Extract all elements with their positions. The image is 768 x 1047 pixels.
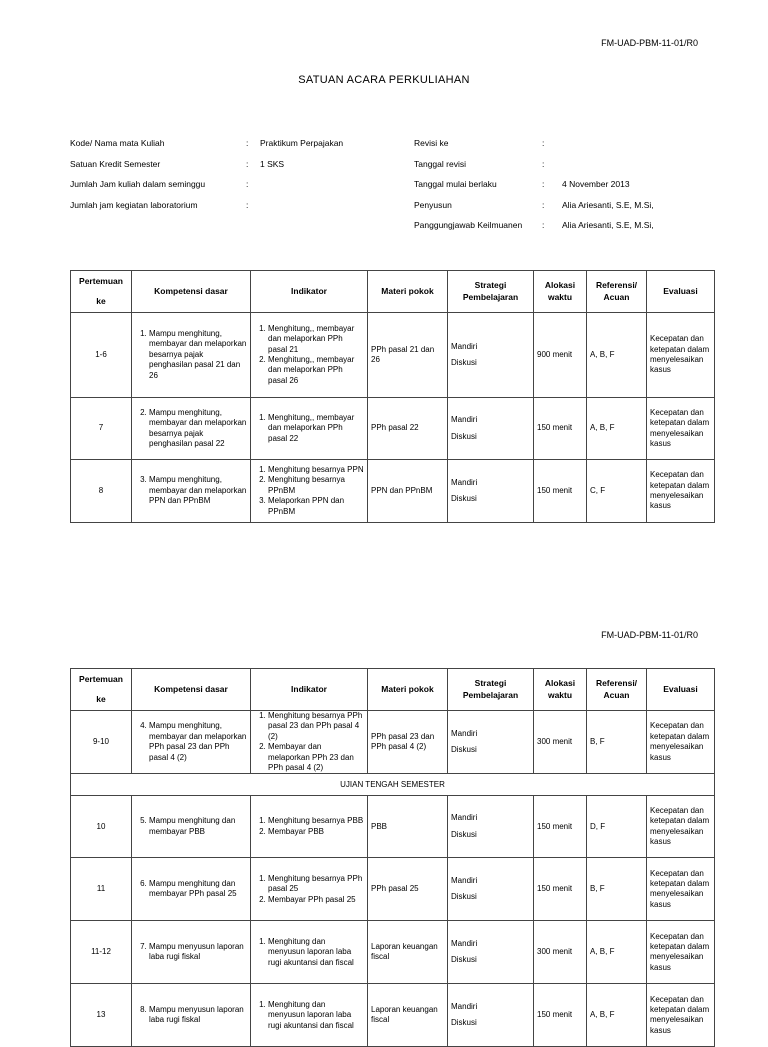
- competency-item: 7. Mampu menyusun laporan laba rugi fiskal: [149, 942, 247, 963]
- strategy-item: Diskusi: [451, 955, 477, 965]
- evaluation-cell: Kecepatan dan ketepatan dalam menyelesaikan kasus: [647, 921, 715, 984]
- indicator-cell: [251, 921, 368, 984]
- evaluation-cell: Kecepatan dan ketepatan dalam menyelesaikan kasus: [647, 313, 715, 398]
- meta-row-right: [70, 159, 710, 173]
- indicator-item: 2. Membayar PPh pasal 25: [268, 895, 364, 905]
- competency-item: 1. Mampu menghitung, membayar dan melaporkan besarnya pajak penghasilan pasal 21 dan 26: [149, 329, 247, 381]
- evaluation-cell: Kecepatan dan ketepatan dalam menyelesaikan kasus: [647, 858, 715, 921]
- meta-colon: :: [542, 158, 545, 169]
- competency-list: [135, 942, 247, 963]
- table-row: [71, 398, 715, 460]
- time-allocation-cell: 150 menit: [534, 984, 587, 1047]
- evaluation-cell: Kecepatan dan ketepatan dalam menyelesaikan kasus: [647, 984, 715, 1047]
- reference-cell: A, B, F: [587, 398, 647, 460]
- col-header-kompetensi: Kompetensi dasar: [132, 271, 251, 313]
- indicator-item: 1. Menghitung,, membayar dan melaporkan PPh pasal 21: [268, 324, 364, 355]
- midterm-row: [71, 774, 715, 796]
- meeting-number: 10: [71, 796, 132, 858]
- strategy-cell: [448, 984, 534, 1047]
- strategy-item: Mandiri: [451, 875, 478, 885]
- meta-row-right: [70, 200, 710, 214]
- indicator-list: [254, 816, 364, 837]
- time-allocation-cell: 150 menit: [534, 460, 587, 523]
- meeting-number: 9-10: [71, 711, 132, 774]
- meta-colon: :: [246, 199, 249, 210]
- meeting-number: 11-12: [71, 921, 132, 984]
- form-code: FM-UAD-PBM-11-01/R0: [601, 38, 698, 48]
- evaluation-cell: Kecepatan dan ketepatan dalam menyelesaikan kasus: [647, 460, 715, 523]
- competency-item: 3. Mampu menghitung, membayar dan melaporkan PPN dan PPnBM: [149, 475, 247, 506]
- indicator-item: 2. Membayar dan melaporkan PPh 23 dan PPh pasal 4 (2): [268, 742, 364, 773]
- form-code-page2: FM-UAD-PBM-11-01/R0: [601, 630, 698, 640]
- meta-value: Praktikum Perpajakan: [260, 138, 344, 148]
- table-row: [71, 313, 715, 398]
- indicator-list: [254, 937, 364, 968]
- meeting-number: 13: [71, 984, 132, 1047]
- indicator-item: 1. Menghitung besarnya PBB: [268, 816, 364, 826]
- col-header-materi: Materi pokok: [368, 669, 448, 711]
- indicator-list: [254, 711, 364, 773]
- evaluation-cell: Kecepatan dan ketepatan dalam menyelesaikan kasus: [647, 796, 715, 858]
- meta-colon: :: [542, 220, 545, 230]
- meta-row-right: [70, 138, 710, 152]
- strategy-item: Mandiri: [451, 477, 478, 487]
- col-header-pertemuan-label: Pertemuan: [79, 276, 123, 287]
- meta-label: Kode/ Nama mata Kuliah: [70, 138, 165, 148]
- time-allocation-cell: 150 menit: [534, 858, 587, 921]
- meeting-number: 1-6: [71, 313, 132, 398]
- competency-cell: [132, 398, 251, 460]
- competency-list: [135, 475, 247, 506]
- meeting-number: 11: [71, 858, 132, 921]
- midterm-exam-label: UJIAN TENGAH SEMESTER: [71, 774, 715, 796]
- competency-list: [135, 879, 247, 900]
- competency-item: 2. Mampu menghitung, membayar dan melaporkan besarnya pajak penghasilan pasal 22: [149, 408, 247, 450]
- col-header-ke-label: ke: [96, 693, 106, 704]
- indicator-cell: [251, 313, 368, 398]
- indicator-cell: [251, 796, 368, 858]
- strategy-item: Mandiri: [451, 415, 478, 425]
- strategy-cell: [448, 313, 534, 398]
- indicator-cell: [251, 858, 368, 921]
- competency-cell: [132, 711, 251, 774]
- col-header-alokasi: Alokasi waktu: [534, 669, 587, 711]
- reference-cell: A, B, F: [587, 984, 647, 1047]
- time-allocation-cell: 150 menit: [534, 796, 587, 858]
- strategy-item: Mandiri: [451, 813, 478, 823]
- time-allocation-cell: 150 menit: [534, 398, 587, 460]
- indicator-list: [254, 324, 364, 386]
- table-row: [71, 984, 715, 1047]
- competency-list: [135, 408, 247, 450]
- indicator-item: 1. Menghitung dan menyusun laporan laba rugi akuntansi dan fiscal: [268, 937, 364, 968]
- col-header-referensi: Referensi/ Acuan: [587, 271, 647, 313]
- meta-colon: :: [246, 138, 249, 148]
- col-header-pertemuan: [71, 271, 132, 313]
- material-cell: PBB: [368, 796, 448, 858]
- competency-item: 5. Mampu menghitung dan membayar PBB: [149, 816, 247, 837]
- indicator-list: [254, 413, 364, 444]
- col-header-evaluasi: Evaluasi: [647, 669, 715, 711]
- strategy-cell: [448, 460, 534, 523]
- meta-colon: :: [246, 179, 249, 189]
- meta-value: Alia Ariesanti, S.E, M.Si,: [562, 220, 654, 230]
- competency-item: 4. Mampu menghitung, membayar dan melaporkan PPh pasal 23 dan PPh pasal 4 (2): [149, 721, 247, 763]
- col-header-pertemuan-label: Pertemuan: [79, 674, 123, 685]
- meta-label: Panggungjawab Keilmuanen: [414, 220, 523, 230]
- schedule-table-2: [70, 668, 715, 1047]
- competency-cell: [132, 858, 251, 921]
- strategy-cell: [448, 858, 534, 921]
- indicator-list: [254, 1000, 364, 1031]
- reference-cell: A, B, F: [587, 921, 647, 984]
- col-header-ke-label: ke: [96, 295, 106, 306]
- strategy-item: Mandiri: [451, 938, 478, 948]
- time-allocation-cell: 300 menit: [534, 921, 587, 984]
- indicator-item: 2. Menghitung,, membayar dan melaporkan PPh pasal 26: [268, 355, 364, 386]
- table-row: [71, 858, 715, 921]
- strategy-item: Diskusi: [451, 892, 477, 902]
- meta-label: Jumlah Jam kuliah dalam seminggu: [70, 179, 206, 189]
- competency-list: [135, 1005, 247, 1026]
- material-cell: Laporan keuangan fiscal: [368, 921, 448, 984]
- indicator-cell: [251, 398, 368, 460]
- table-row: [71, 921, 715, 984]
- strategy-cell: [448, 711, 534, 774]
- reference-cell: A, B, F: [587, 313, 647, 398]
- indicator-cell: [251, 711, 368, 774]
- meta-label: Satuan Kredit Semester: [70, 158, 161, 169]
- indicator-item: 1. Menghitung dan menyusun laporan laba rugi akuntansi dan fiscal: [268, 1000, 364, 1031]
- competency-list: [135, 721, 247, 763]
- evaluation-cell: Kecepatan dan ketepatan dalam menyelesaikan kasus: [647, 398, 715, 460]
- indicator-item: 1. Menghitung besarnya PPh pasal 23 dan PPh pasal 4 (2): [268, 711, 364, 742]
- material-cell: PPh pasal 21 dan 26: [368, 313, 448, 398]
- material-cell: PPh pasal 23 dan PPh pasal 4 (2): [368, 711, 448, 774]
- indicator-item: 2. Membayar PBB: [268, 827, 364, 837]
- strategy-item: Diskusi: [451, 494, 477, 503]
- strategy-item: Mandiri: [451, 728, 478, 738]
- strategy-cell: [448, 398, 534, 460]
- evaluation-cell: Kecepatan dan ketepatan dalam menyelesaikan kasus: [647, 711, 715, 774]
- meta-value: 1 SKS: [260, 158, 285, 169]
- meta-label: Penyusun: [414, 199, 452, 210]
- meta-label: Jumlah jam kegiatan laboratorium: [70, 199, 198, 210]
- competency-cell: [132, 984, 251, 1047]
- meta-row-right: [70, 179, 710, 193]
- meta-colon: :: [542, 179, 545, 189]
- meta-colon: :: [542, 138, 545, 148]
- competency-list: [135, 816, 247, 837]
- competency-cell: [132, 921, 251, 984]
- strategy-item: Diskusi: [451, 358, 477, 367]
- meta-colon: :: [542, 199, 545, 210]
- col-header-evaluasi: Evaluasi: [647, 271, 715, 313]
- indicator-list: [254, 465, 364, 517]
- material-cell: PPh pasal 25: [368, 858, 448, 921]
- meta-label: Revisi ke: [414, 138, 449, 148]
- strategy-item: Diskusi: [451, 431, 477, 441]
- meta-label: Tanggal mulai berlaku: [414, 179, 497, 189]
- col-header-strategi: Strategi Pembelajaran: [448, 271, 534, 313]
- schedule-table-1: [70, 270, 715, 523]
- indicator-cell: [251, 984, 368, 1047]
- reference-cell: B, F: [587, 711, 647, 774]
- competency-cell: [132, 313, 251, 398]
- table-row: [71, 796, 715, 858]
- col-header-kompetensi: Kompetensi dasar: [132, 669, 251, 711]
- table-row: [71, 711, 715, 774]
- col-header-indikator: Indikator: [251, 669, 368, 711]
- meta-row-right: [70, 220, 710, 234]
- strategy-item: Diskusi: [451, 1018, 477, 1028]
- strategy-item: Mandiri: [451, 1001, 478, 1011]
- indicator-cell: [251, 460, 368, 523]
- meta-label: Tanggal revisi: [414, 158, 466, 169]
- material-cell: Laporan keuangan fiscal: [368, 984, 448, 1047]
- competency-list: [135, 329, 247, 381]
- meta-value: Alia Ariesanti, S.E, M.Si,: [562, 199, 654, 210]
- competency-cell: [132, 796, 251, 858]
- material-cell: PPN dan PPnBM: [368, 460, 448, 523]
- strategy-cell: [448, 796, 534, 858]
- meta-value: 4 November 2013: [562, 179, 630, 189]
- col-header-pertemuan: [71, 669, 132, 711]
- competency-cell: [132, 460, 251, 523]
- strategy-item: Diskusi: [451, 829, 477, 839]
- competency-item: 6. Mampu menghitung dan membayar PPh pasal 25: [149, 879, 247, 900]
- strategy-item: Mandiri: [451, 341, 478, 351]
- indicator-item: 1. Menghitung besarnya PPN: [268, 465, 364, 475]
- strategy-cell: [448, 921, 534, 984]
- time-allocation-cell: 300 menit: [534, 711, 587, 774]
- competency-item: 8. Mampu menyusun laporan laba rugi fiskal: [149, 1005, 247, 1026]
- indicator-list: [254, 874, 364, 905]
- col-header-strategi: Strategi Pembelajaran: [448, 669, 534, 711]
- course-meta: [70, 138, 710, 238]
- col-header-indikator: Indikator: [251, 271, 368, 313]
- indicator-item: 1. Menghitung,, membayar dan melaporkan PPh pasal 22: [268, 413, 364, 444]
- indicator-item: 1. Menghitung besarnya PPh pasal 25: [268, 874, 364, 895]
- reference-cell: C, F: [587, 460, 647, 523]
- meeting-number: 8: [71, 460, 132, 523]
- col-header-alokasi: Alokasi waktu: [534, 271, 587, 313]
- strategy-item: Diskusi: [451, 745, 477, 755]
- material-cell: PPh pasal 22: [368, 398, 448, 460]
- table-row: [71, 460, 715, 523]
- page-title: SATUAN ACARA PERKULIAHAN: [298, 74, 470, 86]
- col-header-materi: Materi pokok: [368, 271, 448, 313]
- reference-cell: D, F: [587, 796, 647, 858]
- time-allocation-cell: 900 menit: [534, 313, 587, 398]
- meta-colon: :: [246, 158, 249, 169]
- col-header-referensi: Referensi/ Acuan: [587, 669, 647, 711]
- indicator-item: 3. Melaporkan PPN dan PPnBM: [268, 496, 364, 517]
- meeting-number: 7: [71, 398, 132, 460]
- reference-cell: B, F: [587, 858, 647, 921]
- indicator-item: 2. Menghitung besarnya PPnBM: [268, 475, 364, 496]
